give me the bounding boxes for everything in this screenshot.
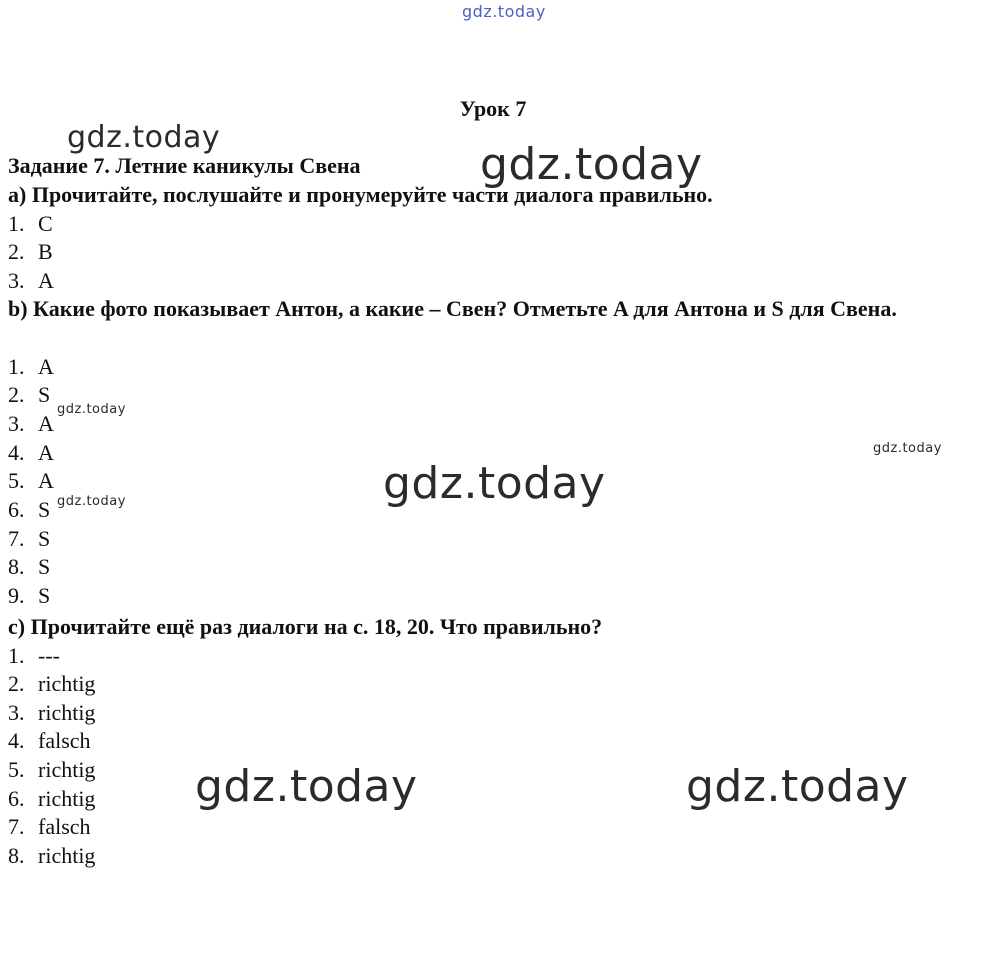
item-number: 8.	[8, 554, 25, 579]
watermark: gdz.today	[462, 2, 546, 21]
watermark: gdz.today	[873, 441, 942, 456]
item-value: S	[38, 497, 51, 522]
answer-item	[8, 210, 53, 238]
item-value: ---	[38, 643, 60, 668]
item-value: S	[38, 526, 51, 551]
item-number: 5.	[8, 468, 25, 493]
watermark: gdz.today	[480, 139, 703, 190]
item-value: richtig	[38, 843, 96, 868]
item-value: S	[38, 382, 51, 407]
item-number: 8.	[8, 843, 25, 868]
item-value: A	[38, 468, 54, 493]
item-value: richtig	[38, 700, 96, 725]
item-number: 4.	[8, 440, 25, 465]
answer-item	[8, 670, 95, 698]
item-value: B	[38, 239, 53, 264]
item-number: 6.	[8, 497, 25, 522]
answer-item	[8, 756, 95, 784]
item-value: richtig	[38, 757, 96, 782]
section-c-heading: c) Прочитайте ещё раз диалоги на с. 18, 20. Что правильно?	[8, 614, 603, 639]
watermark: gdz.today	[57, 402, 126, 417]
answer-item	[8, 642, 60, 670]
answer-item	[8, 525, 50, 553]
item-number: 5.	[8, 757, 25, 782]
item-value: S	[38, 554, 51, 579]
section-a-heading: a) Прочитайте, послушайте и пронумеруйте части диалога правильно.	[8, 182, 713, 207]
answer-item	[8, 496, 50, 524]
watermark: gdz.today	[57, 494, 126, 509]
item-number: 3.	[8, 411, 25, 436]
answer-item	[8, 381, 50, 409]
answer-item	[8, 238, 53, 266]
item-value: richtig	[38, 786, 96, 811]
item-number: 3.	[8, 700, 25, 725]
item-value: falsch	[38, 728, 91, 753]
answer-item	[8, 813, 91, 841]
answer-item	[8, 727, 91, 755]
watermark: gdz.today	[67, 120, 221, 155]
item-number: 9.	[8, 583, 25, 608]
item-number: 6.	[8, 786, 25, 811]
item-value: A	[38, 354, 54, 379]
page-title: Урок 7	[459, 96, 527, 121]
item-number: 3.	[8, 268, 25, 293]
item-number: 2.	[8, 382, 25, 407]
item-value: A	[38, 268, 54, 293]
item-value: A	[38, 411, 54, 436]
answer-item	[8, 467, 54, 495]
answer-item	[8, 785, 95, 813]
item-number: 2.	[8, 671, 25, 696]
item-number: 2.	[8, 239, 25, 264]
answer-item	[8, 353, 54, 381]
answer-item	[8, 842, 95, 870]
item-value: richtig	[38, 671, 96, 696]
item-number: 7.	[8, 814, 25, 839]
answer-item	[8, 267, 54, 295]
watermark: gdz.today	[383, 458, 606, 509]
answer-item	[8, 582, 50, 610]
item-value: C	[38, 211, 53, 236]
task-title: Задание 7. Летние каникулы Свена	[8, 153, 361, 178]
item-value: S	[38, 583, 51, 608]
item-value: falsch	[38, 814, 91, 839]
answer-item	[8, 410, 54, 438]
answer-item	[8, 553, 50, 581]
item-number: 1.	[8, 354, 25, 379]
item-number: 1.	[8, 211, 25, 236]
watermark: gdz.today	[686, 761, 909, 812]
answer-item	[8, 439, 54, 467]
item-number: 4.	[8, 728, 25, 753]
item-number: 1.	[8, 643, 25, 668]
section-b-heading: b) Какие фото показывает Антон, а какие – Свен? Отметьте A для Антона и S для Свена.	[8, 296, 897, 321]
item-number: 7.	[8, 526, 25, 551]
item-value: A	[38, 440, 54, 465]
answer-item	[8, 699, 95, 727]
watermark: gdz.today	[195, 761, 418, 812]
